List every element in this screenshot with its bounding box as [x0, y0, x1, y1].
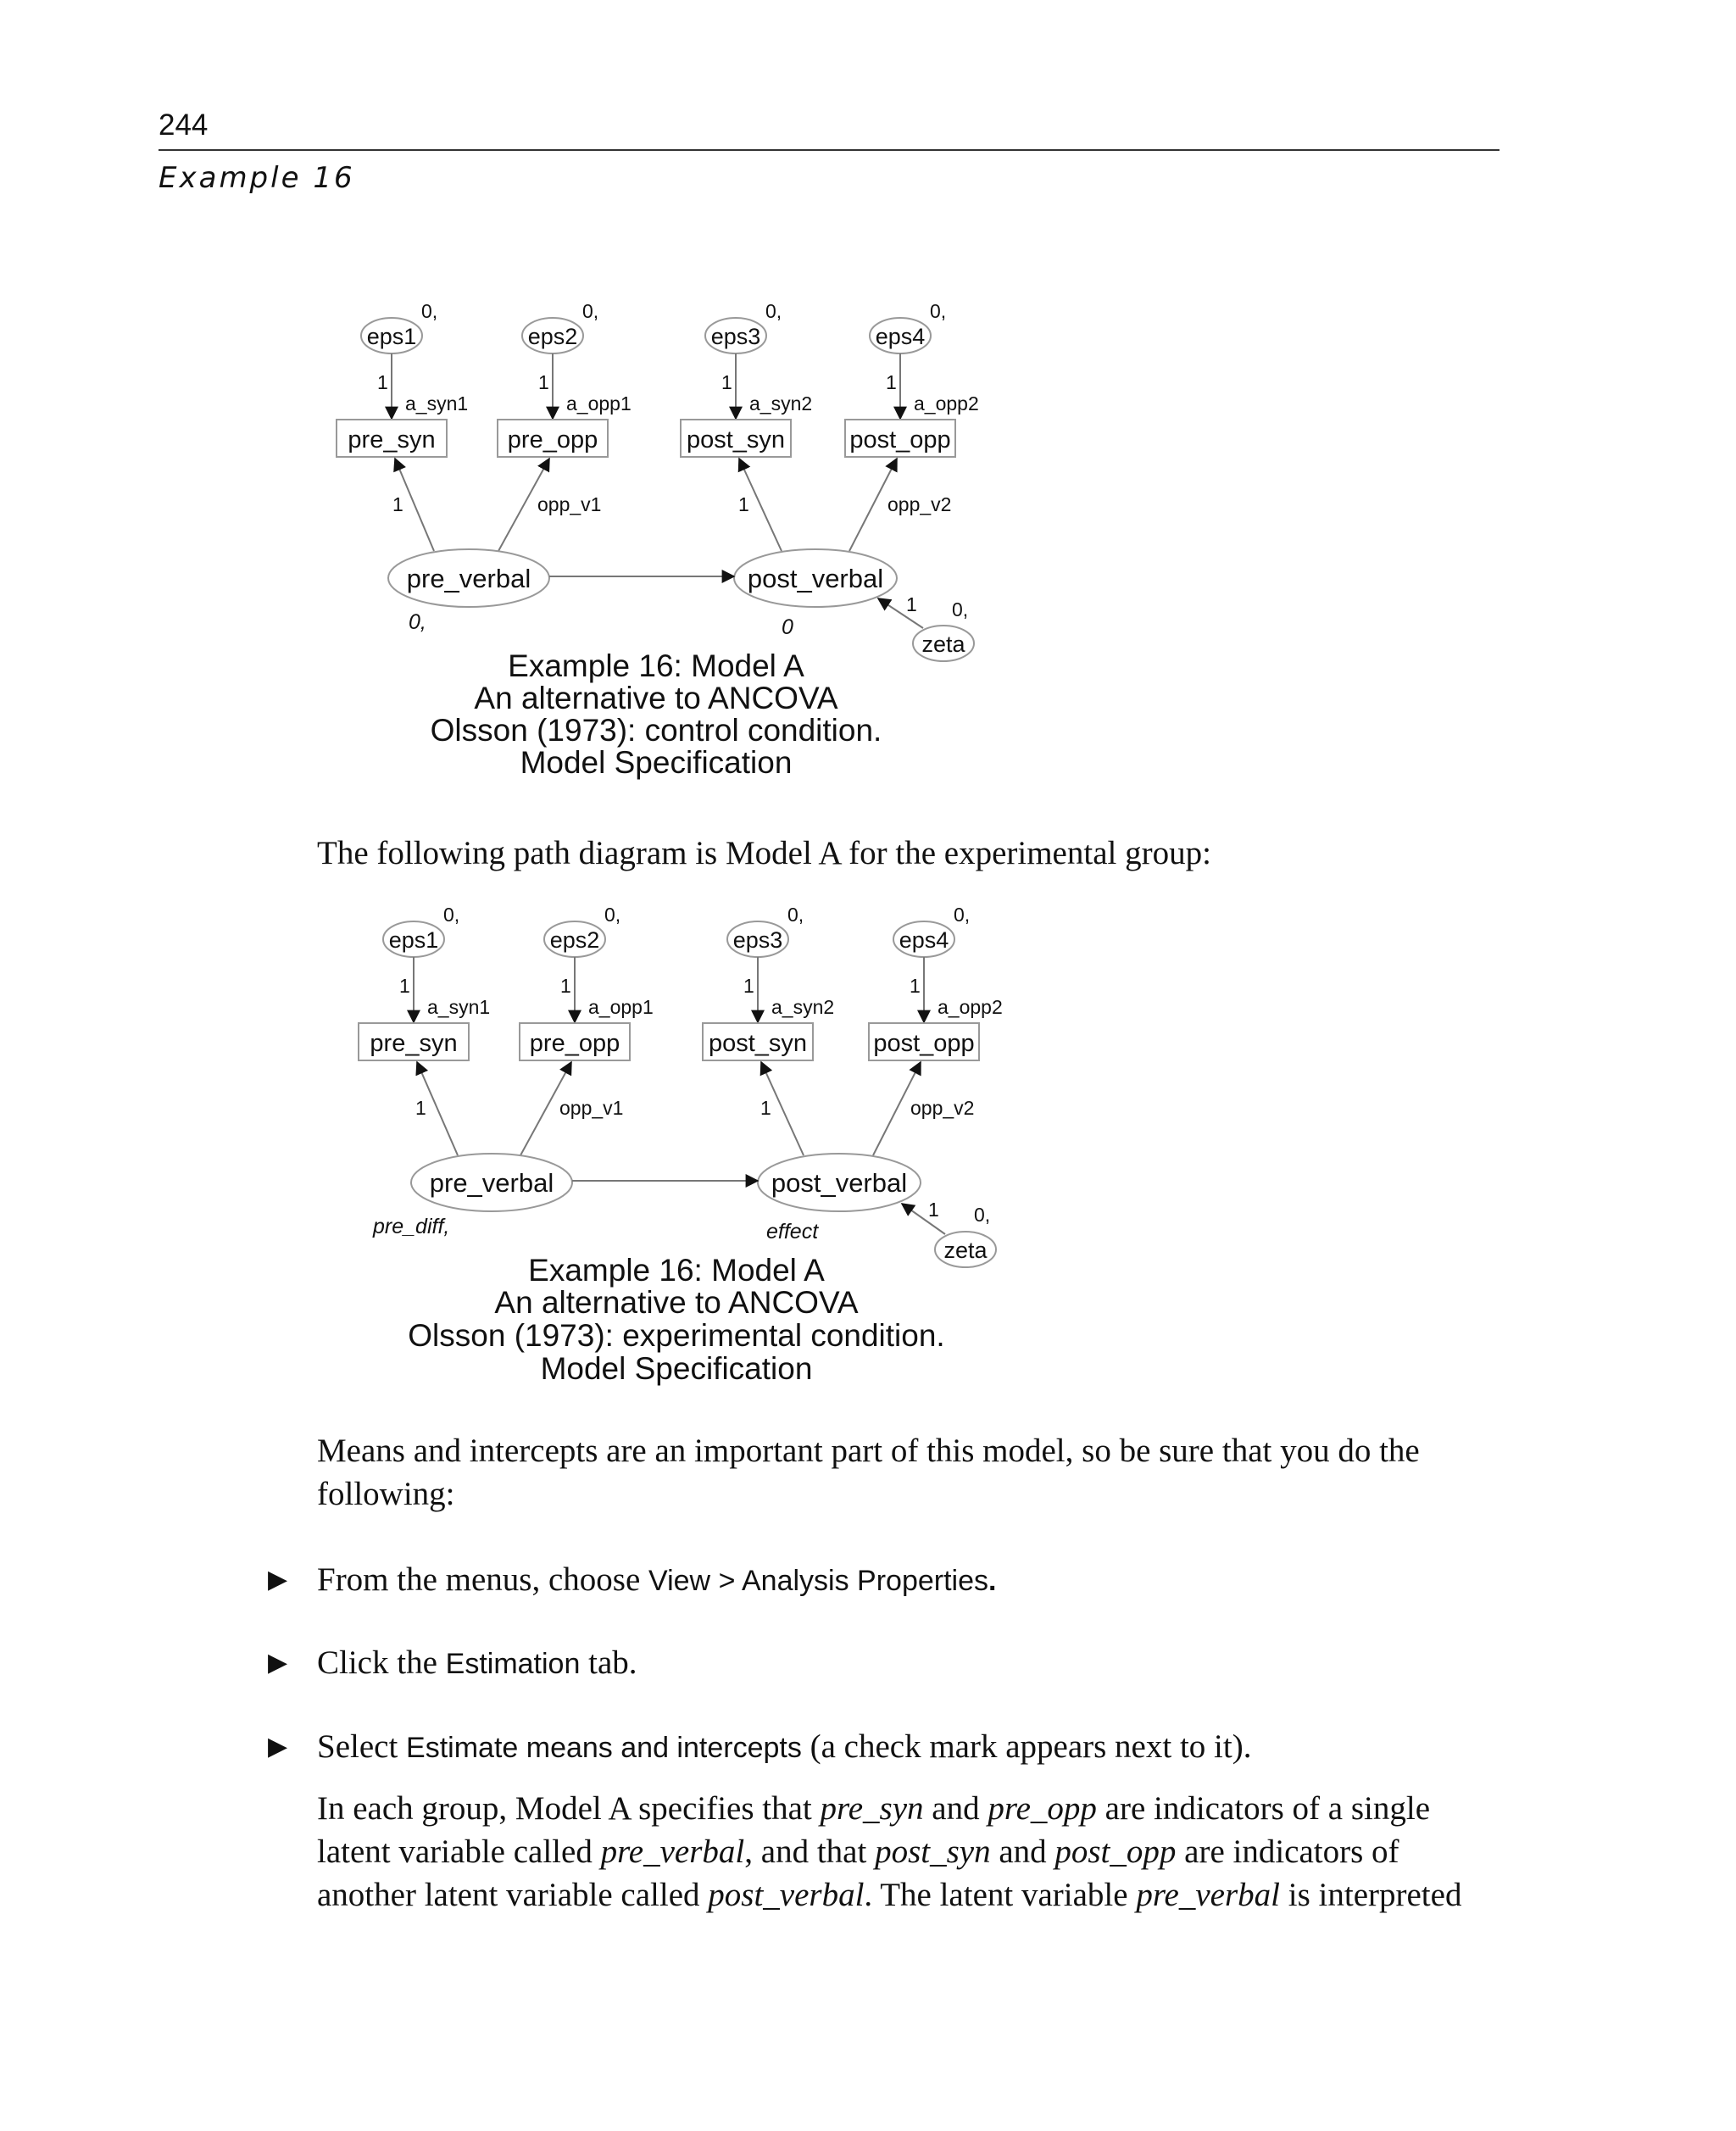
- menu-view: View: [648, 1565, 711, 1597]
- error-mean-label: 0,: [582, 300, 599, 322]
- error-label: eps4: [899, 927, 949, 953]
- path-diagram-experimental: [0, 890, 1736, 1399]
- page-number: 244: [159, 108, 209, 142]
- observed-post-syn: [703, 1023, 813, 1060]
- section-title: Example 16: [159, 161, 355, 195]
- error-eps3: [727, 921, 788, 957]
- latent-post-verbal: [734, 549, 897, 607]
- svg-text:An alternative to ANCOVA: An alternative to ANCOVA: [474, 681, 838, 715]
- error-eps4: [893, 921, 954, 957]
- latent-intercept-label: 0: [782, 615, 793, 639]
- svg-text:Olsson (1973): control conditi: Olsson (1973): control condition.: [430, 713, 882, 748]
- error-label: eps2: [549, 927, 600, 953]
- loading-label: 1: [738, 493, 749, 515]
- error-loading-label: 1: [910, 975, 921, 997]
- observed-pre-opp: [498, 420, 608, 457]
- disturbance-zeta: [935, 1232, 996, 1267]
- error-mean-label: 0,: [930, 300, 947, 322]
- disturbance-zeta: [913, 626, 974, 661]
- error-label: eps3: [710, 324, 761, 349]
- latent-post-verbal: [758, 1154, 921, 1211]
- diagram-caption: [408, 1253, 944, 1386]
- error-eps4: [870, 318, 931, 353]
- loading-label: opp_v2: [887, 493, 952, 515]
- error-loading-label: 1: [399, 975, 410, 997]
- error-mean-label: 0,: [954, 904, 971, 926]
- zeta-label: zeta: [943, 1238, 988, 1263]
- paragraph-model-description: In each group, Model A specifies that pre_syn and pre_opp are indicators of a single latent variable called pre_verbal, and that post_syn and post_opp are indicators of another latent variable called post_verbal. The latent variable pre_verbal is interpreted: [317, 1790, 1462, 1913]
- intercept-label: a_syn1: [427, 996, 491, 1018]
- intercept-label: a_opp1: [566, 392, 632, 415]
- observed-label: post_opp: [849, 426, 951, 453]
- paragraph-means: [317, 1429, 1504, 1516]
- error-eps1: [361, 318, 422, 353]
- error-loading-label: 1: [743, 975, 754, 997]
- loading-label: opp_v1: [537, 493, 602, 515]
- path-diagram-control: [0, 0, 1736, 797]
- error-loading-label: 1: [538, 371, 549, 393]
- error-loading-label: 1: [560, 975, 571, 997]
- svg-text:Model Specification: Model Specification: [520, 745, 793, 780]
- error-label: eps3: [732, 927, 783, 953]
- diagram-caption: [431, 648, 882, 780]
- observed-label: pre_opp: [507, 426, 598, 453]
- intercept-label: a_opp2: [938, 996, 1003, 1018]
- intercept-label: a_syn1: [405, 392, 469, 415]
- observed-label: post_opp: [873, 1030, 975, 1057]
- latent-label: post_verbal: [747, 564, 884, 593]
- zeta-label: zeta: [921, 632, 965, 657]
- bullet-triangle-icon: ▶: [268, 1566, 288, 1594]
- loading-label: 1: [415, 1097, 426, 1119]
- observed-post-opp: [845, 420, 955, 457]
- observed-post-syn: [681, 420, 791, 457]
- observed-label: post_syn: [686, 426, 786, 453]
- error-eps3: [705, 318, 766, 353]
- estimation-tab: Estimation: [445, 1648, 581, 1680]
- observed-label: pre_opp: [529, 1030, 620, 1057]
- error-mean-label: 0,: [604, 904, 621, 926]
- error-eps2: [544, 921, 605, 957]
- loading-label: 1: [760, 1097, 771, 1119]
- intercept-label: a_opp1: [588, 996, 654, 1018]
- paragraph-intro: The following path diagram is Model A for the experimental group:: [317, 835, 1211, 871]
- paragraph-line: Means and intercepts are an important part of this model, so be sure that you do the: [317, 1433, 1420, 1469]
- paragraph-line: following:: [317, 1476, 455, 1512]
- observed-pre-opp: [520, 1023, 630, 1060]
- observed-label: pre_syn: [348, 426, 436, 453]
- loading-label: opp_v2: [910, 1097, 975, 1119]
- latent-mean-label: pre_diff,: [373, 1215, 450, 1238]
- error-mean-label: 0,: [421, 300, 438, 322]
- intercept-label: a_syn2: [771, 996, 835, 1018]
- loading-label: 1: [392, 493, 403, 515]
- error-mean-label: 0,: [765, 300, 782, 322]
- zeta-loading-label: 1: [906, 593, 917, 615]
- bullet-triangle-icon: ▶: [268, 1649, 288, 1677]
- menu-analysis-properties: Analysis Properties: [742, 1565, 989, 1597]
- svg-text:Example 16: Model A: Example 16: Model A: [528, 1253, 825, 1288]
- svg-text:Model Specification: Model Specification: [540, 1351, 813, 1386]
- observed-pre-syn: [359, 1023, 469, 1060]
- error-label: eps1: [366, 324, 417, 349]
- error-label: eps1: [388, 927, 439, 953]
- intercept-label: a_opp2: [914, 392, 979, 415]
- error-eps2: [522, 318, 583, 353]
- latent-pre-verbal: [411, 1154, 572, 1211]
- svg-text:Example 16: Model A: Example 16: Model A: [508, 648, 804, 683]
- latent-intercept-label: effect: [766, 1220, 819, 1244]
- latent-label: pre_verbal: [406, 564, 531, 593]
- error-mean-label: 0,: [787, 904, 804, 926]
- intercept-label: a_syn2: [749, 392, 813, 415]
- error-mean-label: 0,: [443, 904, 460, 926]
- estimate-means-option: Estimate means and intercepts: [406, 1732, 802, 1764]
- observed-pre-syn: [337, 420, 447, 457]
- zeta-mean-label: 0,: [952, 598, 969, 620]
- error-loading-label: 1: [886, 371, 897, 393]
- svg-text:Olsson (1973): experimental co: Olsson (1973): experimental condition.: [408, 1318, 945, 1353]
- observed-label: post_syn: [708, 1030, 808, 1057]
- bullet-triangle-icon: ▶: [268, 1733, 288, 1761]
- error-loading-label: 1: [377, 371, 388, 393]
- error-eps1: [383, 921, 444, 957]
- observed-label: pre_syn: [370, 1030, 458, 1057]
- loading-label: opp_v1: [559, 1097, 624, 1119]
- zeta-loading-label: 1: [928, 1199, 939, 1221]
- error-label: eps4: [875, 324, 926, 349]
- observed-post-opp: [869, 1023, 979, 1060]
- latent-label: post_verbal: [771, 1168, 908, 1198]
- svg-text:An alternative to ANCOVA: An alternative to ANCOVA: [494, 1285, 859, 1320]
- zeta-mean-label: 0,: [974, 1204, 991, 1226]
- error-loading-label: 1: [721, 371, 732, 393]
- error-label: eps2: [527, 324, 578, 349]
- latent-mean-label: 0,: [409, 610, 426, 634]
- latent-label: pre_verbal: [429, 1168, 554, 1198]
- latent-pre-verbal: [388, 549, 549, 607]
